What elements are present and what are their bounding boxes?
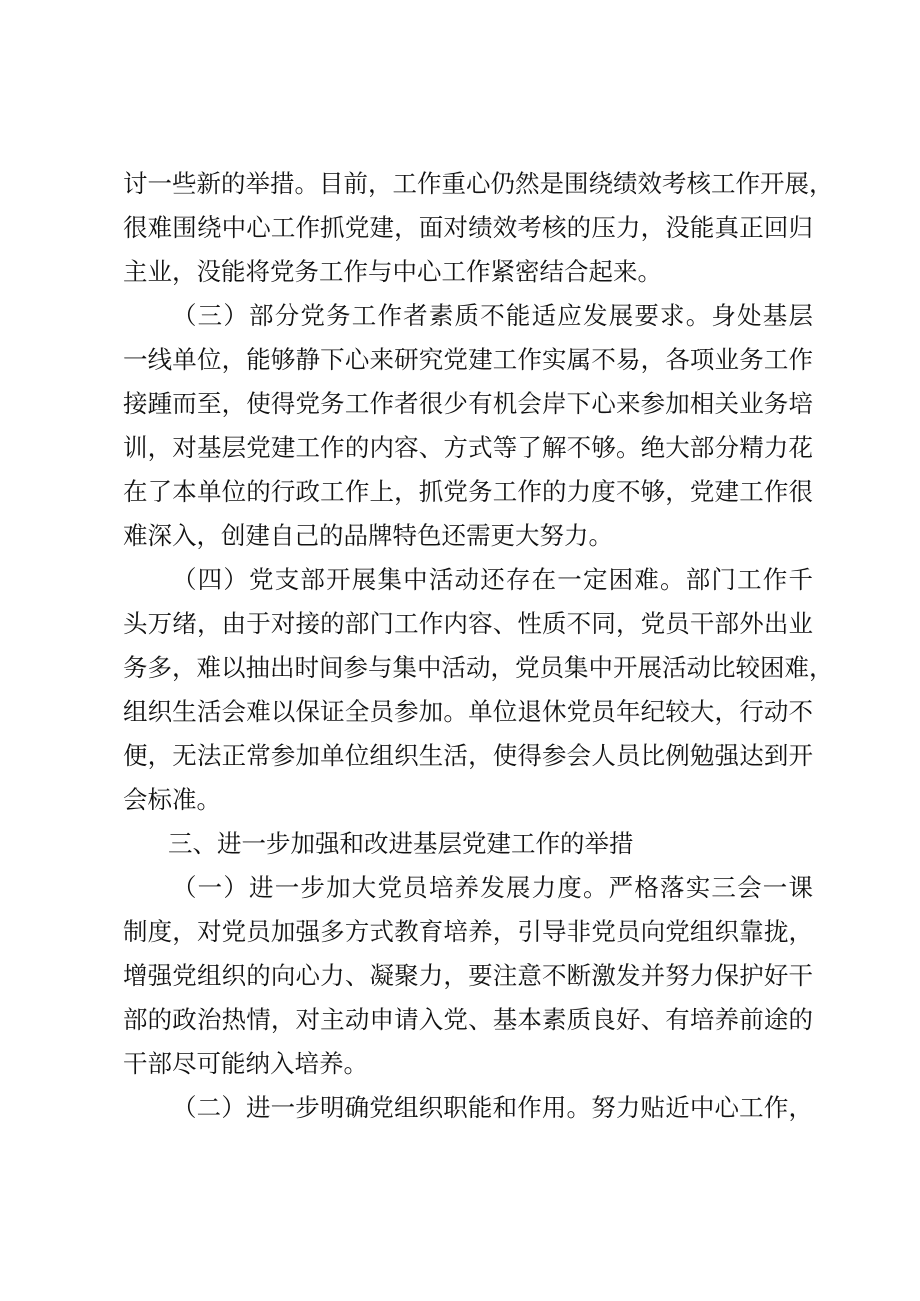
text-line: 接踵而至，使得党务工作者很少有机会岸下心来参加相关业务培 <box>123 389 813 418</box>
text-line: 一线单位，能够静下心来研究党建工作实属不易，各项业务工作 <box>123 345 813 374</box>
text-line: 在了本单位的行政工作上，抓党务工作的力度不够，党建工作很 <box>123 477 813 506</box>
text-line: 便，无法正常参加单位组织生活，使得参会人员比例勉强达到开 <box>123 741 813 770</box>
text-line: 干部尽可能纳入培养。 <box>123 1049 368 1078</box>
text-line: 部的政治热情，对主动申请入党、基本素质良好、有培养前途的 <box>123 1005 813 1034</box>
text-line: 讨一些新的举措。目前，工作重心仍然是围绕绩效考核工作开展， <box>123 169 834 198</box>
section-heading-1: （一）进一步加大党员培养发展力度。严格落实三会一课 <box>172 873 813 902</box>
text-line: 训，对基层党建工作的内容、方式等了解不够。绝大部分精力花 <box>123 433 813 462</box>
text-line: 头万绪，由于对接的部门工作内容、性质不同，党员干部外出业 <box>123 609 813 638</box>
section-heading-4: （四）党支部开展集中活动还存在一定困难。部门工作千 <box>172 565 813 594</box>
chapter-heading-3: 三、进一步加强和改进基层党建工作的举措 <box>168 829 634 858</box>
text-line: 务多，难以抽出时间参与集中活动，党员集中开展活动比较困难， <box>123 653 834 682</box>
text-line: 会标准。 <box>123 785 221 814</box>
text-line: 增强党组织的向心力、凝聚力，要注意不断激发并努力保护好干 <box>123 961 813 990</box>
section-heading-2: （二）进一步明确党组织职能和作用。努力贴近中心工作， <box>172 1093 813 1122</box>
section-heading-3: （三）部分党务工作者素质不能适应发展要求。身处基层 <box>172 301 813 330</box>
text-line: 难深入，创建自己的品牌特色还需更大努力。 <box>123 521 613 550</box>
text-line: 主业，没能将党务工作与中心工作紧密结合起来。 <box>123 257 662 286</box>
text-line: 组织生活会难以保证全员参加。单位退休党员年纪较大，行动不 <box>123 697 813 726</box>
text-line: 很难围绕中心工作抓党建，面对绩效考核的压力，没能真正回归 <box>123 213 813 242</box>
text-line: 制度，对党员加强多方式教育培养，引导非党员向党组织靠拢， <box>123 917 813 946</box>
